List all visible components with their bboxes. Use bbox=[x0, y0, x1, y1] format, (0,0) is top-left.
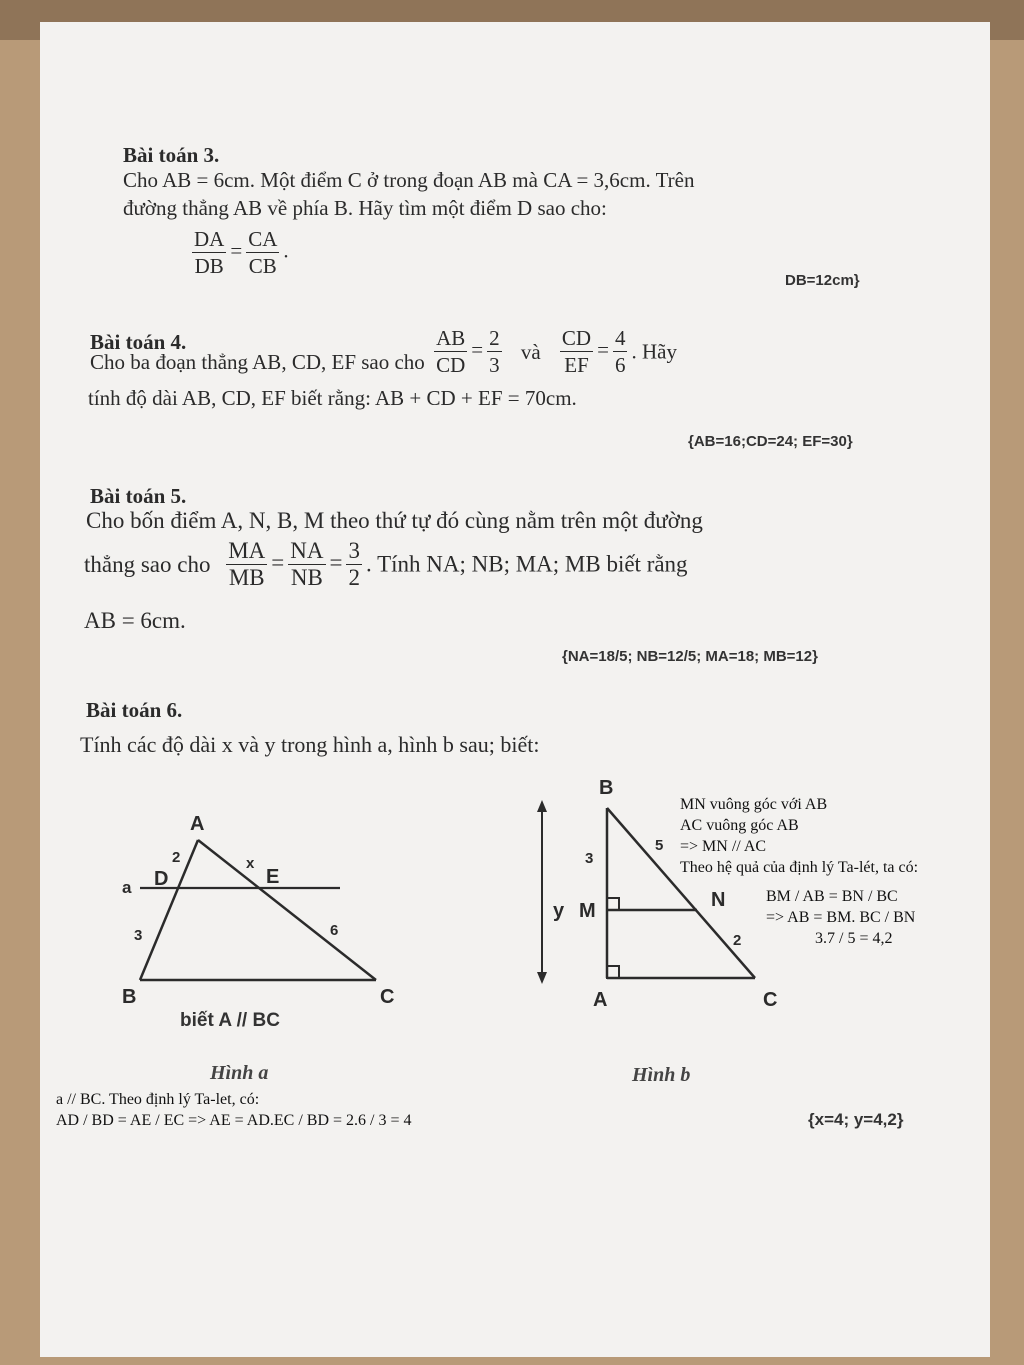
problem-4-line1: Cho ba đoạn thẳng AB, CD, EF sao cho $\frac{AB}{CD}$ = $\frac{2}{3}$ và $\frac{CD}{EF}$ = $\frac{4}{6}$ . Hãy bbox=[90, 326, 677, 377]
problem-3-line1: Cho AB = 6cm. Một điểm C ở trong đoạn AB mà CA = 3,6cm. Trên bbox=[123, 168, 695, 192]
figure-a-note: biết A // BC bbox=[180, 1010, 280, 1031]
figure-a-caption: Hình a bbox=[210, 1062, 269, 1084]
note-right-2: AC vuông góc AB bbox=[680, 817, 799, 834]
length-ec: 6 bbox=[330, 922, 339, 939]
problem-3-line2: đường thẳng AB về phía B. Hãy tìm một điểm D sao cho: bbox=[123, 196, 607, 220]
note-right-7: 3.7 / 5 = 4,2 bbox=[815, 930, 893, 947]
label-C: C bbox=[763, 989, 778, 1011]
length-ae: x bbox=[246, 855, 255, 872]
length-db: 3 bbox=[134, 927, 143, 944]
problem-3-title: Bài toán 3. bbox=[123, 143, 220, 167]
problem-6-answer: {x=4; y=4,2} bbox=[808, 1110, 904, 1129]
problem-5-line2: thẳng sao cho $\frac{MA}{MB}$ = $\frac{NA}{NB}$ = $\frac{3}{2}$ . Tính NA; NB; MA; MB biết rằng bbox=[84, 538, 688, 590]
right-angle-a bbox=[607, 966, 619, 978]
problem-5-line1: Cho bốn điểm A, N, B, M theo thứ tự đó cùng nằm trên một đường bbox=[86, 508, 703, 533]
segment-ac bbox=[198, 840, 376, 980]
label-y: y bbox=[553, 900, 565, 922]
segment-ab bbox=[140, 840, 198, 980]
paper-sheet bbox=[40, 22, 990, 1357]
label-D: D bbox=[154, 868, 169, 890]
note-left-2: AD / BD = AE / EC => AE = AD.EC / BD = 2.6 / 3 = 4 bbox=[56, 1112, 412, 1129]
length-ad: 2 bbox=[172, 849, 181, 866]
problem-6-title: Bài toán 6. bbox=[86, 698, 183, 722]
label-a: a bbox=[122, 878, 132, 897]
label-A: A bbox=[593, 989, 608, 1011]
arrow-up-icon bbox=[537, 800, 547, 812]
note-right-5: BM / AB = BN / BC bbox=[766, 888, 898, 905]
problem-4-title: Bài toán 4. bbox=[90, 330, 187, 354]
label-N: N bbox=[711, 889, 726, 911]
problem-3-answer: DB=12cm} bbox=[785, 272, 860, 289]
right-angle-m bbox=[607, 898, 619, 910]
note-right-6: => AB = BM. BC / BN bbox=[766, 909, 916, 926]
figure-b-caption: Hình b bbox=[632, 1064, 691, 1086]
note-right-4: Theo hệ quả của định lý Ta-lét, ta có: bbox=[680, 859, 919, 876]
note-right-1: MN vuông góc với AB bbox=[680, 796, 828, 813]
problem-6-line1: Tính các độ dài x và y trong hình a, hình b sau; biết: bbox=[80, 732, 540, 757]
length-bn: 5 bbox=[655, 837, 664, 854]
note-left-1: a // BC. Theo định lý Ta-let, có: bbox=[56, 1091, 260, 1108]
length-bm: 3 bbox=[585, 850, 594, 867]
label-C: C bbox=[380, 986, 395, 1008]
label-A: A bbox=[190, 813, 205, 835]
problem-4-line2: tính độ dài AB, CD, EF biết rằng: AB + CD + EF = 70cm. bbox=[88, 386, 577, 410]
problem-5-title: Bài toán 5. bbox=[90, 484, 187, 508]
label-B: B bbox=[599, 777, 614, 799]
problem-4-answer: {AB=16;CD=24; EF=30} bbox=[688, 433, 853, 450]
length-nc: 2 bbox=[733, 932, 742, 949]
arrow-down-icon bbox=[537, 972, 547, 984]
problem-3-equation: $\frac{DA}{DB}$ = $\frac{CA}{CB}$ . bbox=[194, 227, 289, 278]
figure-a bbox=[110, 800, 530, 1040]
note-right-3: => MN // AC bbox=[680, 838, 767, 855]
label-E: E bbox=[266, 866, 280, 888]
label-M: M bbox=[579, 900, 596, 922]
label-B: B bbox=[122, 986, 137, 1008]
problem-5-answer: {NA=18/5; NB=12/5; MA=18; MB=12} bbox=[562, 648, 818, 665]
problem-5-line3: AB = 6cm. bbox=[84, 608, 186, 633]
